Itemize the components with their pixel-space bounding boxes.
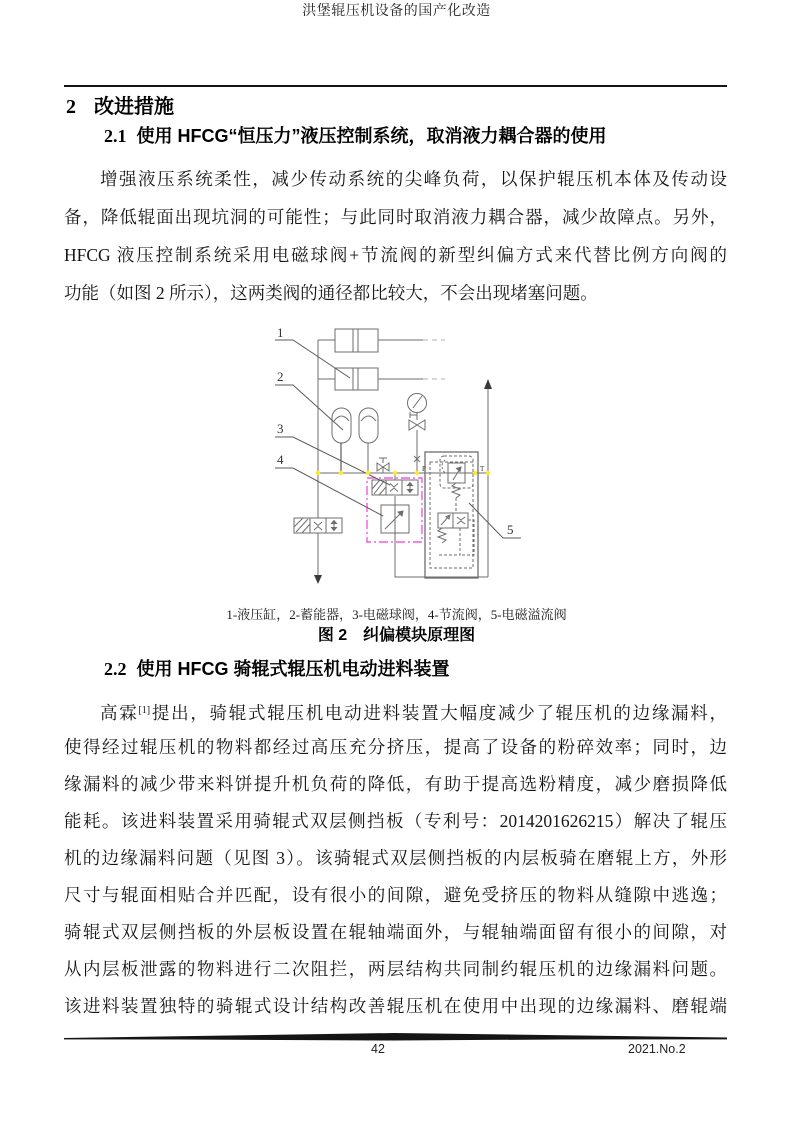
- section-title: 改进措施: [94, 96, 174, 118]
- text-line: 该进料装置独特的骑辊式设计结构改善辊压机在使用中出现的边缘漏料、磨辊端: [64, 996, 727, 1016]
- text-line: 使得经过辊压机的物料都经过高压充分挤压，提高了设备的粉碎效率；同时，边: [64, 737, 727, 757]
- figure-label-4: 4: [277, 452, 284, 467]
- paragraph-2: [64, 692, 727, 1025]
- section-number: 2.1: [104, 126, 127, 146]
- section-heading-2-1: [104, 122, 607, 148]
- accumulator-1: [332, 408, 351, 473]
- solenoid-ball-valve: [372, 473, 418, 495]
- running-header-title: 洪堡辊压机设备的国产化改造: [302, 4, 491, 19]
- text-line: 尺寸与辊面相贴合并匹配，设有很小的间隙，避免受挤压的物料从缝隙中逃逸；: [64, 885, 727, 905]
- footer-divider: [64, 1033, 727, 1042]
- paragraph-1: [64, 160, 727, 312]
- figure-label-1: 1: [277, 325, 284, 340]
- accumulator-2: [359, 408, 378, 473]
- text-line: 缘漏料的减少带来料饼提升机负荷的降低，有助于提高选粉精度，减少磨损降低: [64, 774, 727, 794]
- text-line: 能耗。该进料装置采用骑辊式双层侧挡板（专利号：2014201626215）解决了辊压: [64, 811, 727, 831]
- section-heading-2-2: [104, 655, 450, 681]
- relief-valve-block: [425, 452, 478, 578]
- text-line: 机的边缘漏料问题（见图 3）。该骑辊式双层侧挡板的内层板骑在磨辊上方，外形: [64, 848, 727, 868]
- line-text: 提出，骑辊式辊压机电动进料装置大幅度减少了辊压机的边缘漏料，: [150, 703, 727, 723]
- header-rule: [64, 85, 727, 87]
- hydraulic-schematic-figure: [233, 313, 533, 608]
- hydraulic-cylinder-2: [335, 368, 445, 390]
- throttle-valve: [381, 505, 409, 533]
- issue-number: 2021.No.2: [628, 1042, 686, 1056]
- section-heading-2: [66, 90, 174, 119]
- section-title: 使用 HFCG“恒压力”液压控制系统，取消液力耦合器的使用: [136, 126, 607, 146]
- page-number: 42: [371, 1042, 385, 1056]
- section-number: 2.2: [104, 659, 127, 679]
- figure-label-3: 3: [277, 421, 284, 436]
- text-line: 增强液压系统柔性，减少传动系统的尖峰负荷，以保护辊压机本体及传动设: [100, 169, 727, 189]
- author-name: 高霖: [100, 703, 139, 723]
- section-title: 使用 HFCG 骑辊式辊压机电动进料装置: [136, 659, 450, 679]
- reference-mark: [1]: [138, 705, 151, 716]
- gauge-shutoff-valve-icon: [409, 412, 425, 473]
- text-line: 备，降低辊面出现坑洞的可能性；与此同时取消液力耦合器，减少故障点。另外，: [64, 207, 727, 227]
- arrow-up-icon: [484, 379, 492, 389]
- text-line: 功能（如图 2 所示），这两类阀的通径都比较大，不会出现堵塞问题。: [64, 283, 598, 303]
- shutoff-cock-icon: [377, 458, 389, 473]
- figure-label-5: 5: [507, 522, 514, 537]
- text-line: [64, 692, 727, 729]
- section-number: 2: [66, 96, 76, 118]
- figure-legend: 1-液压缸，2-蓄能器，3-电磁球阀，4-节流阀，5-电磁溢流阀: [226, 607, 567, 622]
- port-label-p: P: [422, 465, 426, 473]
- text-line: 从内层板泄露的物料进行二次阻拦，两层结构共同制约辊压机的边缘漏料问题。: [64, 959, 727, 979]
- port-label-t: T: [480, 465, 485, 473]
- figure-label-2: 2: [277, 369, 284, 384]
- figure-caption: 图 2 纠偏模块原理图: [317, 627, 476, 644]
- leader-lines: [275, 340, 521, 538]
- arrow-down-icon: [314, 575, 322, 584]
- hydraulic-cylinder-1: [335, 329, 445, 352]
- text-line: HFCG 液压控制系统采用电磁球阀+节流阀的新型纠偏方式来代替比例方向阀的: [64, 245, 727, 265]
- text-line: 骑辊式双层侧挡板的外层板设置在辊轴端面外，与辊轴端面留有很小的间隙，对: [64, 922, 727, 942]
- solenoid-valve-left: [294, 518, 342, 533]
